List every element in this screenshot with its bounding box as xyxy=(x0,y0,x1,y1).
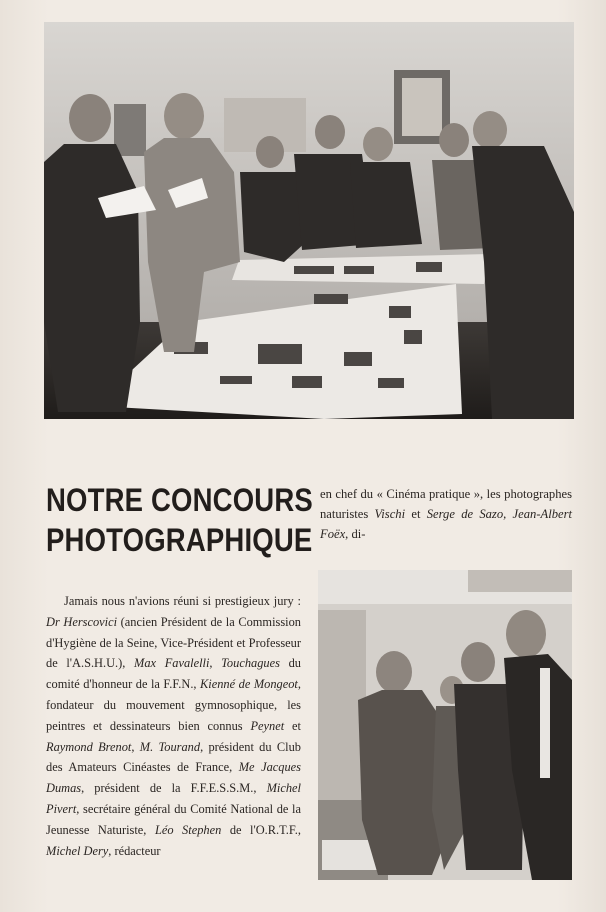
left-run-1: Dr Herscovici xyxy=(46,614,118,629)
right-run-2: et xyxy=(405,507,427,521)
right-run-3: Serge de Sazo, Jean-Albert Foëx xyxy=(320,507,572,541)
left-run-5: Kienné de Mongeot xyxy=(200,677,298,692)
left-run-7: Peynet xyxy=(250,718,285,733)
left-run-8: et xyxy=(284,718,301,733)
left-run-11: M. Tourand xyxy=(139,739,201,754)
left-run-10: , xyxy=(131,739,140,754)
right-run-4: , di- xyxy=(345,527,366,541)
left-run-20: , rédacteur xyxy=(108,843,161,858)
left-run-13: Me Jacques Dumas xyxy=(46,760,302,796)
left-run-19: Michel Dery xyxy=(46,843,109,858)
left-run-16: , secrétaire général du Comité National de la Jeunesse Naturiste, xyxy=(46,801,301,837)
headline-line-1: NOTRE CONCOURS xyxy=(46,482,313,518)
jury-photo-bottom xyxy=(318,570,572,880)
left-run-15: Michel Pivert xyxy=(46,781,301,816)
left-run-12: , président du Club des Amateurs Cinéastes de France, xyxy=(46,739,301,775)
right-run-1: Vischi xyxy=(374,507,406,521)
left-run-9: Raymond Brenot xyxy=(46,739,132,754)
headline-line-2: PHOTOGRAPHIQUE xyxy=(46,522,313,558)
right-run-0: en chef du « Cinéma pratique », les photographes naturistes xyxy=(320,487,572,521)
left-run-14: , président de la F.F.E.S.S.M., xyxy=(81,781,267,796)
article-headline xyxy=(46,480,313,560)
left-run-0: Jamais nous n'avions réuni si prestigieux jury : xyxy=(64,594,301,608)
left-run-4: du comité d'honneur de la F.F.N., xyxy=(46,656,301,692)
left-run-17: Léo Stephen xyxy=(154,822,222,837)
left-run-6: , fondateur du mouvement gymnosophique, les peintres et dessinateurs bien connus xyxy=(46,677,301,733)
left-run-2: (ancien Président de la Commission d'Hygiène de la Seine, Vice-Président et Professeur de l'A.S.H.U.), xyxy=(46,614,301,671)
article-right-column-text xyxy=(320,484,572,544)
left-run-3: Max Favalelli, Touchagues xyxy=(134,656,280,671)
article-left-column-text xyxy=(46,591,301,861)
jury-photo-top xyxy=(44,22,574,419)
left-run-18: de l'O.R.T.F., xyxy=(221,822,301,837)
